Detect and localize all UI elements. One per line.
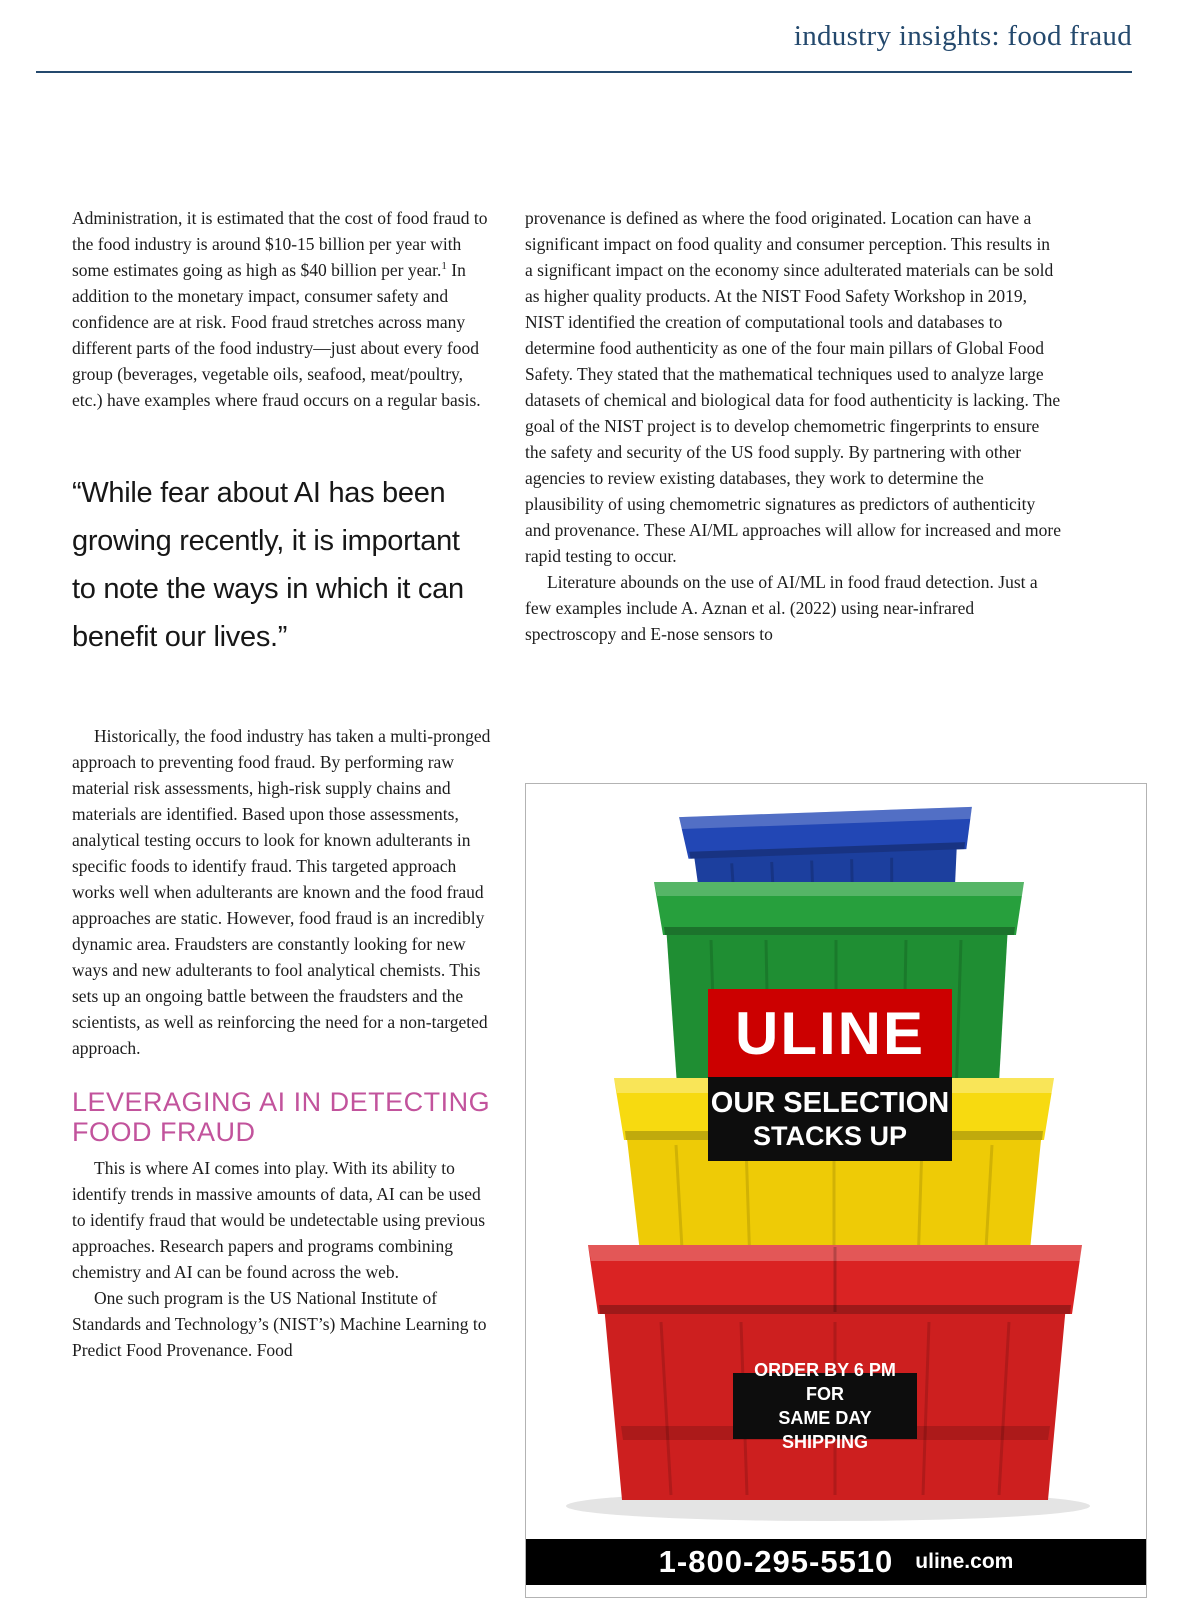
left-column [72, 205, 494, 1363]
ad-contact-bar [526, 1539, 1146, 1585]
paragraph: Historically, the food industry has taken a multi-pronged approach to preventing food fraud. By performing raw material risk assessments, high-risk supply chains and materials are identified. Based upon those assessments, analytical testing occurs to look for known adulterants in specific foods to identify fraud. This targeted approach works well when adulterants are known and the food fraud approaches are static. However, food fraud is an incredibly dynamic area. Fraudsters are constantly looking for new ways and new adulterants to fool analytical chemists. This sets up an ongoing battle between the fraudsters and the scientists, as well as reinforcing the need for a non-targeted approach. [72, 726, 491, 1058]
paragraph [72, 205, 494, 413]
pull-quote-line: to note the ways in which it can [72, 573, 464, 605]
footnote-marker: 1 [441, 260, 447, 273]
section-heading: LEVERAGING AI IN DETECTING FOOD FRAUD [72, 1087, 491, 1147]
ad-tagline-line1: OUR SELECTION [710, 1087, 950, 1119]
uline-logo-text: ULINE [735, 999, 925, 1067]
ad-website: uline.com [915, 1550, 1014, 1573]
ad-phone-number: 1-800-295-5510 [658, 1544, 894, 1579]
paragraph: This is where AI comes into play. With its ability to identify trends in massive amounts of data, AI can be used to identify fraud that would be undetectable using previous approaches. Research papers and programs combining chemistry and AI can be found across the web. [72, 1158, 486, 1282]
ad-order-box [733, 1360, 917, 1452]
ad-order-line2: SAME DAY SHIPPING [778, 1408, 872, 1452]
paragraph: Literature abounds on the use of AI/ML in food fraud detection. Just a few examples include A. Aznan et al. (2022) using near-infrared spectroscopy and E-nose sensors to [525, 572, 1038, 644]
paragraph: One such program is the US National Institute of Standards and Technology’s (NIST’s) Machine Learning to Predict Food Provenance. Food [72, 1288, 487, 1360]
header-divider [36, 71, 1132, 73]
ad-order-line1: ORDER BY 6 PM FOR [754, 1360, 896, 1404]
pull-quote-line: “While fear about AI has been [72, 477, 446, 509]
ad-tagline-line2: STACKS UP [752, 1121, 907, 1151]
uline-logo-box [708, 989, 952, 1077]
uline-advertisement [525, 783, 1147, 1598]
pull-quote-line: benefit our lives.” [72, 621, 288, 653]
paragraph-text: In addition to the monetary impact, consumer safety and confidence are at risk. Food fraud stretches across many different parts of the food industry—just about every food group (beverages, vegetable oils, seafood, meat/poultry, etc.) have examples where fraud occurs on a regular basis. [72, 260, 481, 410]
pull-quote-line: growing recently, it is important [72, 525, 460, 557]
paragraph: provenance is defined as where the food originated. Location can have a significant impact on food quality and consumer perception. This results in a significant impact on the economy since adulterated materials can be sold as higher quality products. At the NIST Food Safety Workshop in 2019, NIST identified the creation of computational tools and databases to determine food authenticity as one of the four main pillars of Global Food Safety. They stated that the mathematical techniques used to analyze large datasets of chemical and biological data for food authenticity is lacking. The goal of the NIST project is to develop chemometric fingerprints to ensure the safety and security of the US food supply. By partnering with other agencies to review existing databases, they work to determine the plausibility of using chemometric signatures as predictors of authenticity and provenance. These AI/ML approaches will allow for increased and more rapid testing to occur. [525, 208, 1061, 566]
right-column [525, 205, 1062, 647]
ad-tagline-box [708, 1077, 952, 1161]
paragraph-text: Administration, it is estimated that the cost of food fraud to the food industry is around $10-15 billion per year with some estimates going as high as $40 billion per year. [72, 208, 488, 280]
pull-quote [72, 469, 552, 661]
page-header: industry insights: food fraud [793, 20, 1132, 52]
